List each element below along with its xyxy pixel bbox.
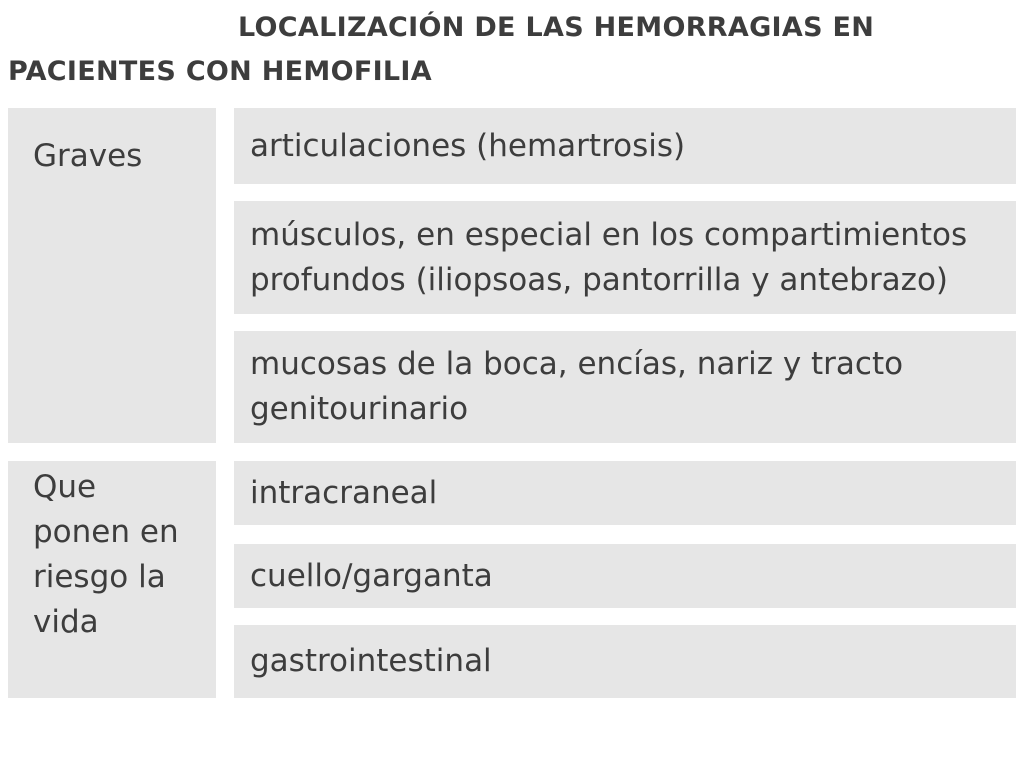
group-label-graves: Graves (8, 108, 216, 443)
table-row: articulaciones (hemartrosis) (234, 108, 1016, 184)
table-row: mucosas de la boca, encías, nariz y tracto genitourinario (234, 331, 1016, 443)
table-row: intracraneal (234, 461, 1016, 525)
table-row: gastrointestinal (234, 625, 1016, 698)
page-title: LOCALIZACIÓN DE LAS HEMORRAGIAS EN PACIENTES CON HEMOFILIA (8, 12, 875, 87)
table-row: músculos, en especial en los compartimientos profundos (iliopsoas, pantorrilla y antebrazo) (234, 201, 1016, 314)
group-label-riesgo-vida: Que ponen en riesgo la vida (8, 461, 216, 698)
table-row: cuello/garganta (234, 544, 1016, 608)
